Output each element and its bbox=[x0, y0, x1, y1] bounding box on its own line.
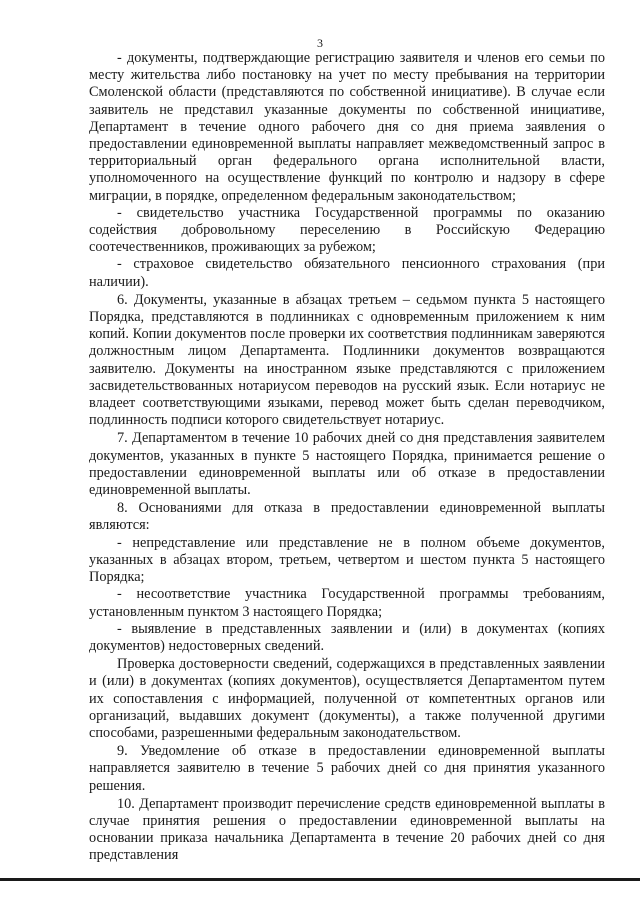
paragraph-refusal-reason-1: - непредставление или представление не в полном объеме документов, указанных в абзацах втором, третьем, четвертом и шестом пункта 5 настоящего Порядка; bbox=[89, 534, 605, 586]
paragraph-participant-certificate: - свидетельство участника Государственной программы по оказанию содействия добровольному переселению в Российскую Федерацию соотечественников, проживающих за рубежом; bbox=[89, 204, 605, 256]
paragraph-item-10: 10. Департамент производит перечисление средств единовременной выплаты в случае принятия решения о предоставлении единовременной выплаты на основании приказа начальника Департамента в течение 20 рабочих дней со дня представления bbox=[89, 795, 605, 864]
paragraph-item-6: 6. Документы, указанные в абзацах третьем – седьмом пункта 5 настоящего Порядка, представляются в подлинниках с одновременным приложением к ним копий. Копии документов после проверки их соответствия подлинникам заверяются должностным лицом Департамента. Подлинники документов возвращаются заявителю. Документы на иностранном языке представляются с приложением засвидетельствованных нотариусом переводов на русский язык. Если нотариус не владеет соответствующими языками, перевод может быть сделан переводчиком, подлинность подписи которого свидетельствует нотариус. bbox=[89, 291, 605, 429]
paragraph-refusal-reason-2: - несоответствие участника Государственной программы требованиям, установленным пунктом 3 настоящего Порядка; bbox=[89, 586, 605, 620]
paragraph-verification: Проверка достоверности сведений, содержащихся в представленных заявлении и (или) в документах (копиях документов), осуществляется Департаментом путем их сопоставления с информацией, полученной от компетентных органов или организаций, выдавших документ (документы), а также полученной другими способами, разрешенными федеральным законодательством. bbox=[89, 656, 605, 741]
paragraph-registration-docs: - документы, подтверждающие регистрацию заявителя и членов его семьи по месту жительства либо постановку на учет по месту пребывания на территории Смоленской области (представляются по собственной инициативе). В случае если заявитель не представил указанные документы по собственной инициативе, Департамент в течение одного рабочего дня со дня приема заявления о предоставлении единовременной выплаты направляет межведомственный запрос в территориальный орган федерального органа исполнительной власти, уполномоченного на осуществление функций по контролю и надзору в сфере миграции, в порядке, определенном федеральным законодательством; bbox=[89, 50, 605, 204]
scan-bottom-edge bbox=[0, 878, 640, 881]
paragraph-item-9: 9. Уведомление об отказе в предоставлении единовременной выплаты направляется заявителю в течение 5 рабочих дней со дня принятия указанного решения. bbox=[89, 743, 605, 794]
paragraph-item-7: 7. Департаментом в течение 10 рабочих дней со дня представления заявителем документов, указанных в пункте 5 настоящего Порядка, принимается решение о предоставлении единовременной выплаты или об отказе в предоставлении единовременной выплаты. bbox=[89, 430, 605, 499]
paragraph-item-8: 8. Основаниями для отказа в предоставлении единовременной выплаты являются: bbox=[89, 500, 605, 534]
paragraph-insurance-certificate: - страховое свидетельство обязательного пенсионного страхования (при наличии). bbox=[89, 256, 605, 290]
page-number: 3 bbox=[317, 36, 323, 50]
document-body bbox=[89, 50, 605, 865]
paragraph-refusal-reason-3: - выявление в представленных заявлении и (или) в документах (копиях документов) недостоверных сведений. bbox=[89, 620, 605, 654]
